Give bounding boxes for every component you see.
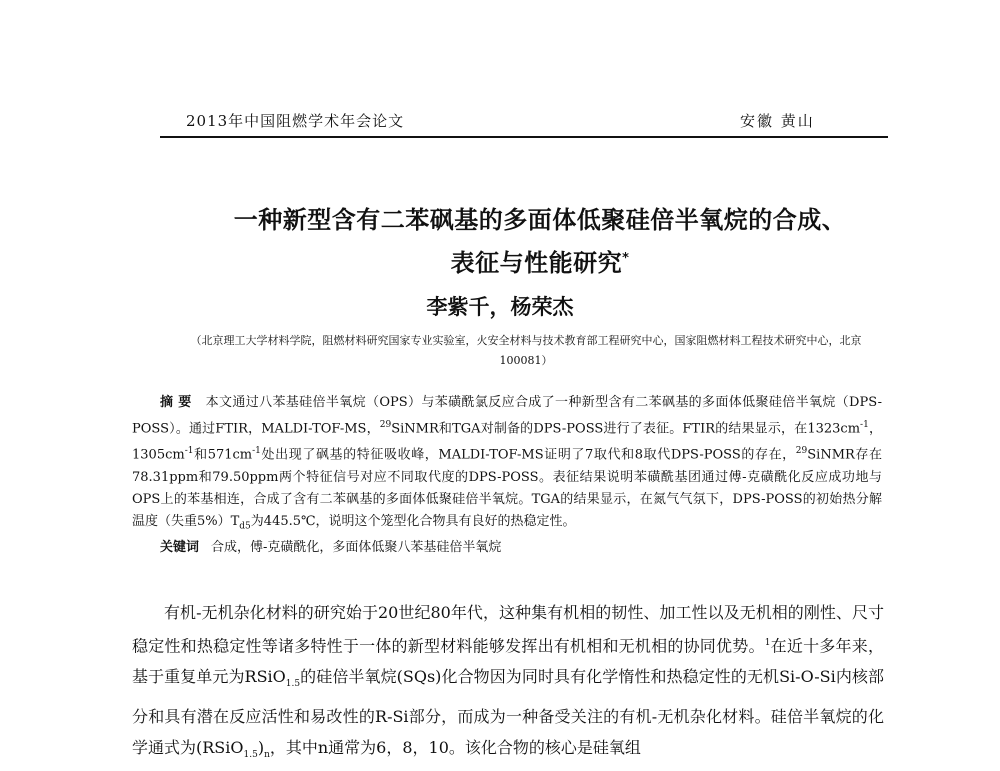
abstract-text: 和571cm	[193, 447, 253, 463]
body-paragraph	[132, 597, 884, 771]
title-footnote-mark: *	[622, 251, 630, 266]
abstract-sup: 29	[379, 420, 392, 430]
abstract-text: 本文通过八苯基硅倍半氧烷（OPS）与苯磺酰氯反应合成了一种新型含有二苯砜基的多面体低聚硅倍半氧烷（DPS-POSS）。通过FTIR，MALDI-TOF-MS，	[132, 395, 882, 437]
abstract-sup: -1	[860, 420, 869, 430]
abstract-label: 摘 要	[160, 395, 192, 410]
paper-title-line1: 一种新型含有二苯砜基的多面体低聚硅倍半氧烷的合成、	[233, 206, 847, 234]
keywords-text: 合成，傅-克磺酰化，多面体低聚八苯基硅倍半氧烷	[211, 540, 502, 556]
header-rule	[160, 136, 888, 138]
body-text-run: )	[257, 737, 265, 757]
abstract-paragraph	[132, 392, 882, 537]
paper-title-line2	[120, 243, 960, 278]
keywords	[132, 537, 882, 559]
abstract-text: ，1305cm	[132, 421, 882, 463]
abstract-text: SiNMR存在78.31ppm和79.50ppm两个特征信号对应不同取代度的DPS-POSS。表征结果说明苯磺酰基团通过傅-克磺酰化反应成功地与OPS上的苯基相连，合成了含有二苯砜基的多面体低聚硅倍半氧烷。TGA的结果显示，在氮气气氛下，DPS-POSS的初始热分解温度（失重5%）T	[132, 447, 883, 529]
abstract-text: SiNMR和TGA对制备的DPS-POSS进行了表征。FTIR的结果显示，在1323cm	[391, 421, 861, 437]
reference-mark: 1	[764, 638, 771, 648]
affiliation: （北京理工大学材料学院，阻燃材料研究国家专业实验室，火安全材料与技术教育部工程研究中心，国家阻燃材料工程技术研究中心，北京 100081）	[190, 334, 862, 367]
body-sub: n	[264, 749, 270, 760]
keywords-label: 关键词	[160, 540, 200, 556]
body-sub: 1.5	[243, 749, 258, 760]
abstract-sup: -1	[184, 446, 194, 457]
abstract-text: 处出现了砜基的特征吸收峰，MALDI-TOF-MS证明了7取代和8取代DPS-POSS的存在，	[260, 447, 796, 463]
abstract-sup: 29	[795, 446, 808, 457]
paper-title-line2-text: 表征与性能研究	[450, 249, 623, 277]
body-text	[132, 597, 884, 771]
page-header-right: 安徽 黄山	[740, 112, 815, 130]
abstract-text: 为445.5℃，说明这个笼型化合物具有良好的热稳定性。	[250, 513, 576, 529]
body-sub: 1.5	[285, 679, 301, 690]
abstract-sup: -1	[252, 446, 261, 457]
body-text-run: 有机-无机杂化材料的研究始于20世纪80年代，这种集有机相的韧性、加工性以及无机相的刚性、尺寸稳定性和热稳定性等诸多特性于一体的新型材料能够发挥出有机相和无机相的协同优势。	[132, 603, 884, 656]
body-text-run: ，其中n通常为6，8，10。该化合物的核心是硅氧组	[269, 737, 641, 757]
abstract-sub: d5	[239, 521, 251, 532]
authors: 李紫千，杨荣杰	[426, 295, 574, 319]
body-text-run: 在近十多年来，基于重复单元为RSiO	[132, 636, 884, 687]
body-text-run: 的硅倍半氧烷(SQs)化合物因为同时具有化学惰性和热稳定性的无机Si-O-Si内核部分和具有潜在反应活性和易改性的R-Si部分，而成为一种备受关注的有机-无机杂化材料。硅倍半氧烷的化学通式为(RSiO	[132, 667, 884, 757]
abstract	[132, 392, 882, 559]
page-header-left: 2013年中国阻燃学术年会论文	[186, 112, 405, 130]
